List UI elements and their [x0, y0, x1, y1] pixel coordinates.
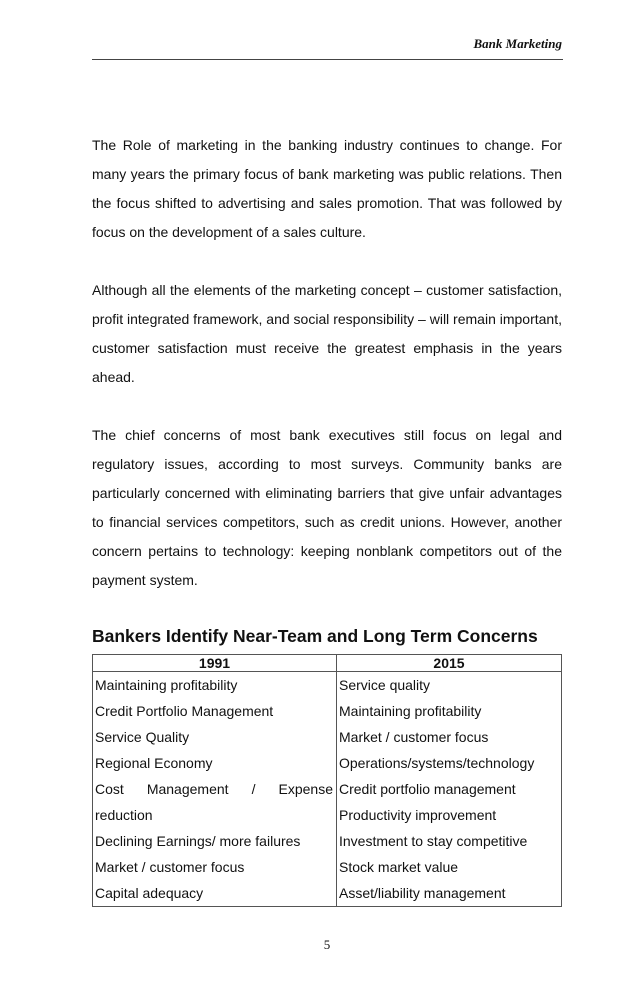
page-content — [92, 0, 562, 983]
table-row — [93, 776, 562, 802]
cell-1991: Declining Earnings/ more failures — [93, 828, 337, 854]
cell-2015: Stock market value — [337, 854, 562, 880]
column-header: 1991 — [93, 655, 337, 672]
cell-2015: Credit portfolio management — [337, 776, 562, 802]
paragraph: Although all the elements of the marketing concept – customer satisfaction, profit integrated framework, and social responsibility – will remain important, customer satisfaction must receive the greatest emphasis in the years ahead. — [92, 282, 562, 385]
cell-1991: Capital adequacy — [93, 880, 337, 907]
table-row — [93, 750, 562, 776]
table-row — [93, 698, 562, 724]
page-number: 5 — [323, 937, 331, 952]
column-header: 2015 — [337, 655, 562, 672]
cell-1991: Credit Portfolio Management — [93, 698, 337, 724]
cell-2015: Productivity improvement — [337, 802, 562, 828]
concerns-table — [92, 654, 562, 907]
table-row — [93, 802, 562, 828]
cell-2015: Service quality — [337, 672, 562, 699]
cell-2015: Investment to stay competitive — [337, 828, 562, 854]
table-header-row — [93, 655, 562, 672]
cell-1991: Service Quality — [93, 724, 337, 750]
cell-1991: Market / customer focus — [93, 854, 337, 880]
cell-2015: Maintaining profitability — [337, 698, 562, 724]
cell-2015: Operations/systems/technology — [337, 750, 562, 776]
table-row — [93, 828, 562, 854]
section-heading: Bankers Identify Near-Team and Long Term Concerns — [92, 626, 538, 646]
cell-2015: Asset/liability management — [337, 880, 562, 907]
table-row — [93, 724, 562, 750]
running-header: Bank Marketing — [473, 36, 562, 51]
cell-1991: Maintaining profitability — [93, 672, 337, 699]
cell-1991: reduction — [93, 802, 337, 828]
cell-1991: Regional Economy — [93, 750, 337, 776]
cell-2015: Market / customer focus — [337, 724, 562, 750]
body-text — [92, 131, 562, 595]
cell-1991: Cost Management / Expense — [93, 776, 337, 802]
table-row — [93, 854, 562, 880]
table-row — [93, 672, 562, 699]
paragraph: The chief concerns of most bank executives still focus on legal and regulatory issues, according to most surveys. Community banks are particularly concerned with eliminating barriers that give unfair advantages to financial services competitors, such as credit unions. However, another concern pertains to technology: keeping nonblank competitors out of the payment system. — [92, 427, 562, 588]
paragraph: The Role of marketing in the banking industry continues to change. For many years the primary focus of bank marketing was public relations. Then the focus shifted to advertising and sales promotion. That was followed by focus on the development of a sales culture. — [92, 137, 562, 240]
